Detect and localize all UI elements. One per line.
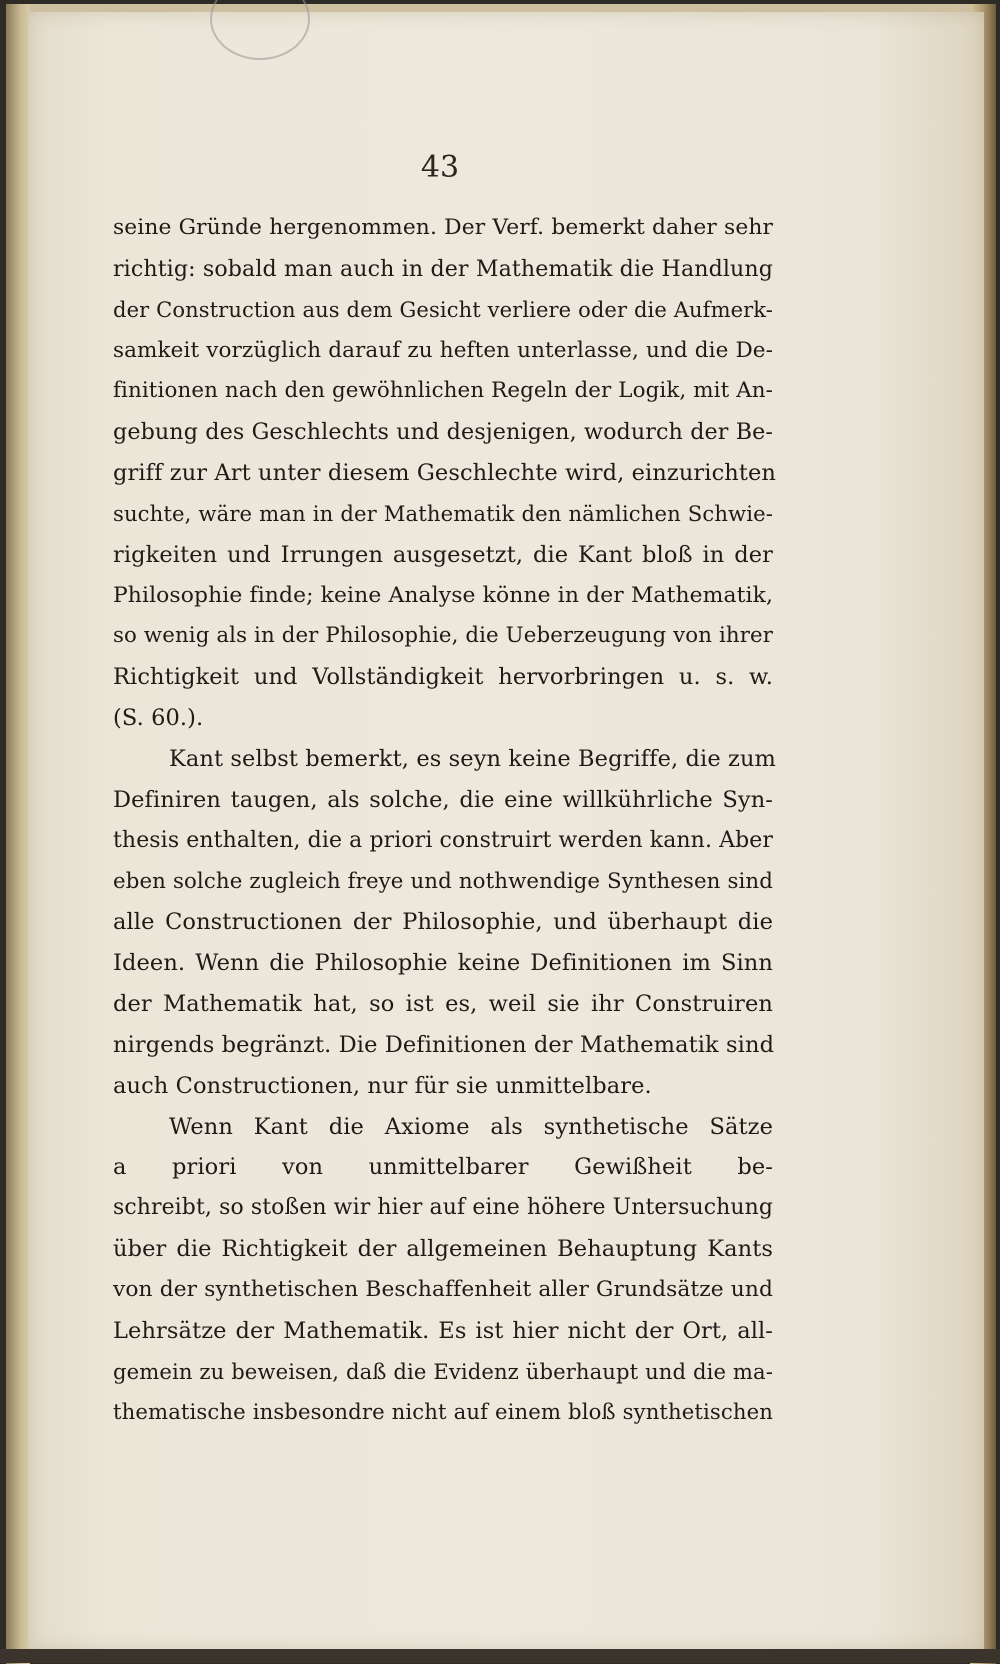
text-line: seine Gründe hergenommen. Der Verf. bemerkt daher sehr <box>113 215 773 240</box>
text-line: Kant selbst bemerkt, es seyn keine Begriffe, die zum <box>169 745 776 772</box>
stain-ring <box>210 0 310 60</box>
text-line: Ideen. Wenn die Philosophie keine Definitionen im Sinn <box>113 950 773 977</box>
text-line: Richtigkeit und Vollständigkeit hervorbringen u. s. w. <box>113 664 773 691</box>
text-line: schreibt, so stoßen wir hier auf eine höhere Untersuchung <box>113 1195 773 1221</box>
text-line: finitionen nach den gewöhnlichen Regeln der Logik, mit An- <box>113 378 773 404</box>
text-line: Philosophie finde; keine Analyse könne in der Mathematik, <box>113 582 773 608</box>
text-line: griff zur Art unter diesem Geschlechte wird, einzurichten <box>113 460 777 487</box>
background-band <box>0 1649 1000 1663</box>
text-line: der Construction aus dem Gesicht verliere oder die Aufmerk- <box>113 296 773 322</box>
text-line: nirgends begränzt. Die Definitionen der Mathematik sind <box>113 1031 775 1058</box>
text-line: thesis enthalten, die a priori construirt werden kann. Aber <box>113 827 773 853</box>
body-text <box>113 208 777 1433</box>
text-line: über die Richtigkeit der allgemeinen Behauptung Kants <box>113 1236 773 1263</box>
page-left-edge <box>6 4 30 1664</box>
text-line: alle Constructionen der Philosophie, und überhaupt die <box>113 909 773 936</box>
text-line: auch Constructionen, nur für sie unmittelbare. <box>113 1072 652 1099</box>
text-line: eben solche zugleich freye und nothwendige Synthesen sind <box>113 868 773 894</box>
text-line: samkeit vorzüglich darauf zu heften unterlasse, und die De- <box>113 337 773 363</box>
text-line: thematische insbesondre nicht auf einem bloß synthetischen <box>113 1399 773 1425</box>
text-line: richtig: sobald man auch in der Mathematik die Handlung <box>113 255 773 282</box>
text-line: so wenig als in der Philosophie, die Ueberzeugung von ihrer <box>113 623 773 649</box>
text-line: Lehrsätze der Mathematik. Es ist hier nicht der Ort, all- <box>113 1317 773 1344</box>
text-line: rigkeiten und Irrungen ausgesetzt, die Kant bloß in der <box>113 541 773 568</box>
text-line: suchte, wäre man in der Mathematik den nämlichen Schwie- <box>113 500 773 526</box>
text-line: von der synthetischen Beschaffenheit aller Grundsätze und <box>113 1276 773 1302</box>
text-line: a priori von unmittelbarer Gewißheit be- <box>113 1154 773 1181</box>
text-line: gemein zu beweisen, daß die Evidenz überhaupt und die ma- <box>113 1358 773 1384</box>
text-line: (S. 60.). <box>113 705 204 732</box>
text-line: gebung des Geschlechts und desjenigen, wodurch der Be- <box>113 419 773 446</box>
text-line: Definiren taugen, als solche, die eine willkührliche Syn- <box>113 786 773 813</box>
text-line: Wenn Kant die Axiome als synthetische Sätze <box>169 1113 773 1140</box>
text-line: der Mathematik hat, so ist es, weil sie ihr Construiren <box>113 991 773 1018</box>
page-number: 43 <box>420 150 460 185</box>
